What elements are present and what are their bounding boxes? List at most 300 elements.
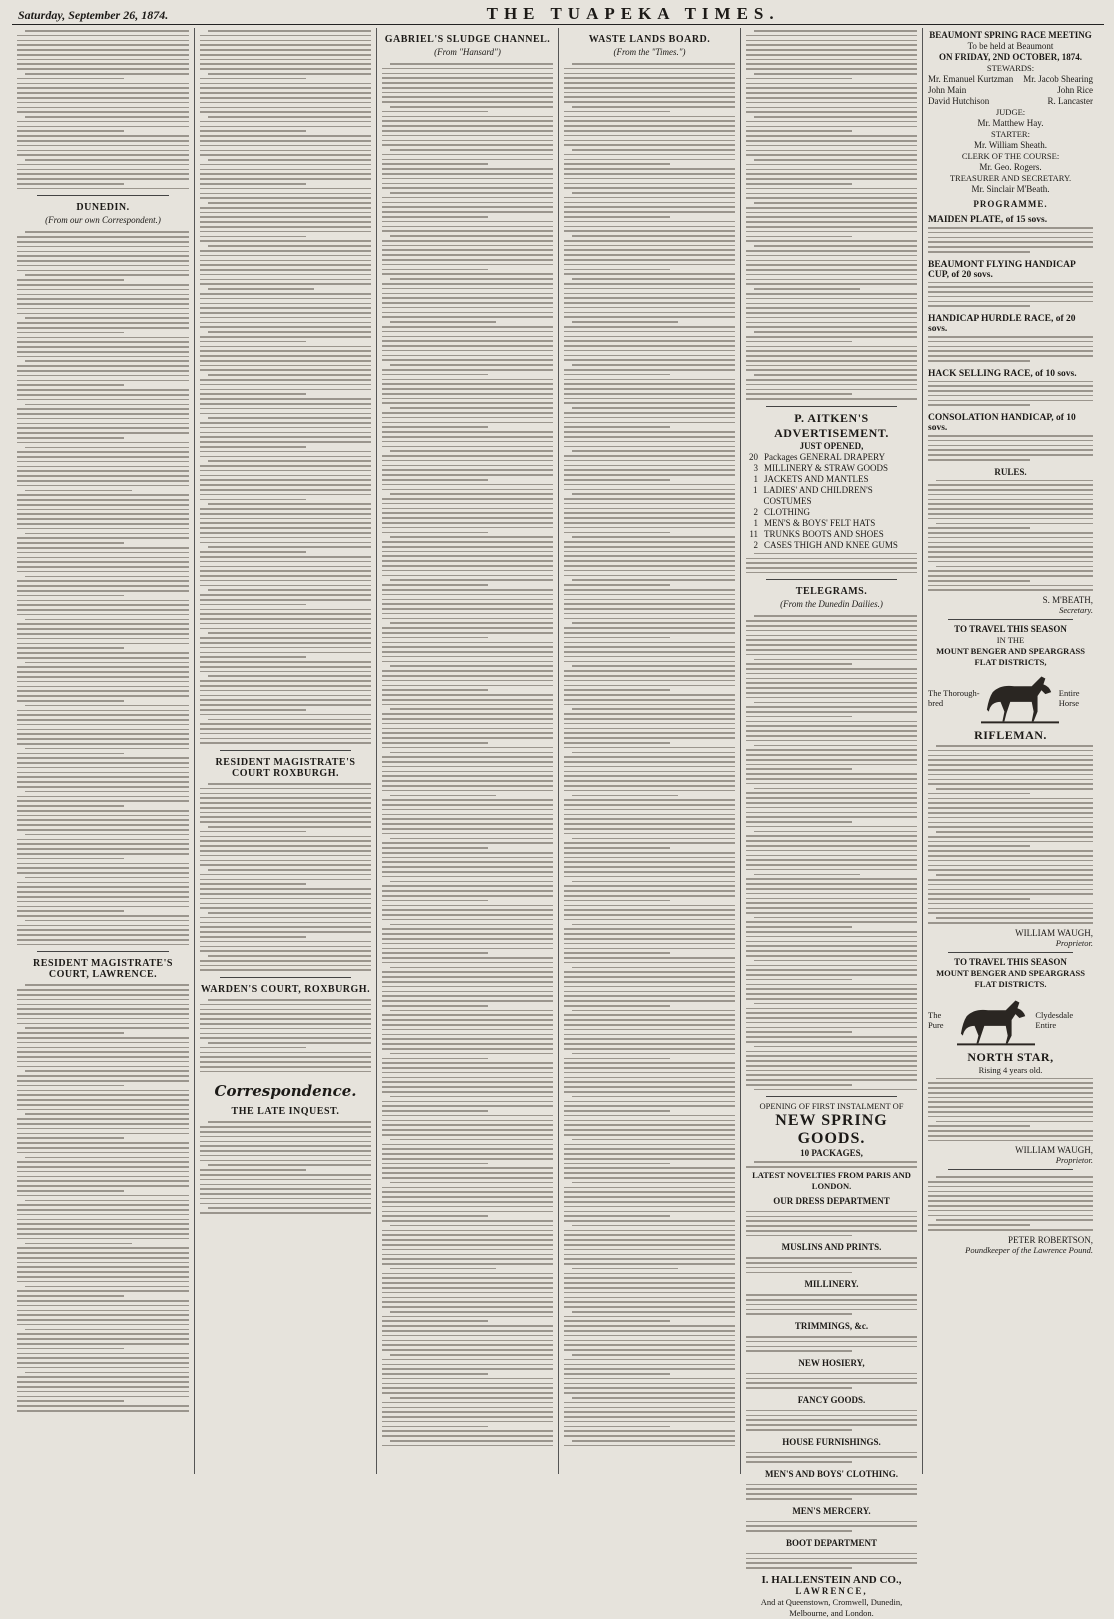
text-line — [746, 706, 917, 708]
text-line — [17, 135, 189, 137]
text-line — [746, 1230, 917, 1232]
text-line — [928, 1135, 1093, 1137]
text-line — [382, 154, 553, 156]
text-line — [17, 571, 189, 573]
text-line — [564, 173, 735, 175]
text-line — [200, 59, 371, 61]
text-line — [564, 1301, 735, 1303]
text-line — [382, 905, 553, 907]
text-line — [564, 1024, 735, 1026]
rmc-lawrence-heading: RESIDENT MAGISTRATE'S COURT, LAWRENCE. — [33, 958, 173, 981]
text-line — [17, 509, 189, 511]
text-line — [17, 40, 189, 42]
just-opened: JUST OPENED, — [799, 440, 864, 451]
text-line — [746, 692, 917, 694]
text-line — [25, 877, 189, 879]
text-line — [564, 307, 735, 309]
text-line — [200, 441, 371, 443]
ten-packages: 10 PACKAGES, — [800, 1148, 863, 1159]
text-line — [564, 1340, 735, 1342]
text-line — [746, 678, 917, 680]
text-line — [564, 555, 735, 557]
text-line — [564, 1201, 735, 1203]
text-line — [17, 853, 189, 855]
text-block — [200, 997, 371, 1074]
text-line — [746, 682, 917, 684]
text-line — [17, 757, 189, 759]
masthead-date: Saturday, September 26, 1874. — [18, 8, 169, 22]
text-line — [564, 1105, 735, 1107]
text-line — [200, 1023, 371, 1025]
text-line — [200, 236, 306, 238]
text-line — [746, 322, 917, 324]
text-line — [564, 928, 735, 930]
text-line — [382, 646, 553, 648]
text-line — [564, 661, 735, 663]
text-line — [382, 101, 553, 103]
text-line — [208, 202, 371, 204]
text-line — [746, 835, 917, 837]
text-line — [746, 145, 917, 147]
treasurer-label: TREASURER AND SECRETARY. — [949, 173, 1072, 183]
text-block — [928, 743, 1093, 926]
text-line — [17, 188, 189, 190]
package-label: MEN'S & BOYS' FELT HATS — [764, 517, 876, 528]
ad-section-heading: MILLINERY. — [804, 1279, 859, 1290]
text-line — [928, 291, 1093, 293]
text-line — [200, 637, 371, 639]
text-line — [382, 293, 553, 295]
text-line — [564, 847, 670, 849]
text-line — [746, 740, 917, 742]
inquest-heading: THE LATE INQUEST. — [231, 1106, 340, 1118]
text-line — [17, 1037, 189, 1039]
text-line — [928, 802, 1093, 804]
text-line — [200, 326, 371, 328]
text-line — [572, 708, 735, 710]
text-line — [382, 211, 553, 213]
text-block — [746, 1159, 917, 1169]
text-line — [382, 465, 553, 467]
text-line — [382, 455, 553, 457]
text-line — [382, 627, 553, 629]
text-line — [746, 840, 917, 842]
text-line — [25, 1027, 189, 1029]
text-line — [564, 584, 670, 586]
text-line — [200, 63, 371, 65]
divider — [220, 977, 351, 978]
text-line — [928, 841, 1093, 843]
text-line — [746, 562, 917, 564]
text-line — [564, 1081, 735, 1083]
text-line — [382, 168, 553, 170]
text-line — [564, 140, 735, 142]
text-line — [200, 609, 371, 611]
ad-section-heading: MEN'S AND BOYS' CLOTHING. — [764, 1468, 899, 1479]
text-line — [17, 724, 189, 726]
text-line — [382, 704, 553, 706]
text-line — [200, 1150, 371, 1152]
text-line — [746, 883, 917, 885]
text-line — [390, 149, 553, 151]
text-line — [200, 107, 371, 109]
package-item — [746, 463, 917, 474]
text-line — [382, 120, 553, 122]
text-line — [17, 690, 189, 692]
text-line — [754, 553, 917, 555]
text-line — [382, 484, 553, 486]
text-line — [17, 494, 189, 496]
text-line — [382, 336, 553, 338]
text-line — [746, 859, 917, 861]
text-line — [382, 1263, 553, 1265]
text-line — [746, 955, 917, 957]
text-line — [208, 675, 371, 677]
text-line — [572, 1268, 678, 1270]
text-line — [390, 708, 553, 710]
text-line — [200, 1033, 371, 1035]
correspondence-heading: Correspondence. — [214, 1082, 357, 1101]
text-line — [746, 855, 917, 857]
text-line — [200, 78, 306, 80]
text-line — [200, 479, 371, 481]
text-line — [564, 1129, 735, 1131]
owner-2-name: WILLIAM WAUGH, — [1015, 1145, 1093, 1156]
text-block — [17, 28, 189, 191]
text-line — [928, 1210, 1093, 1212]
text-line — [564, 976, 735, 978]
text-block — [928, 1076, 1093, 1144]
text-line — [208, 245, 371, 247]
text-line — [564, 417, 735, 419]
text-line — [746, 764, 917, 766]
text-line — [382, 694, 553, 696]
text-line — [746, 1299, 917, 1301]
text-line — [382, 326, 553, 328]
text-line — [754, 831, 917, 833]
text-line — [746, 1036, 917, 1038]
text-line — [564, 680, 735, 682]
secretary-role: Secretary. — [1059, 605, 1093, 616]
text-line — [564, 1416, 735, 1418]
text-line — [572, 278, 735, 280]
text-line — [382, 1153, 553, 1155]
text-line — [928, 1125, 1030, 1127]
package-count: 1 — [753, 517, 758, 528]
text-line — [382, 202, 553, 204]
text-line — [746, 984, 917, 986]
text-line — [382, 828, 553, 830]
text-line — [200, 92, 371, 94]
text-line — [564, 1239, 735, 1241]
text-line — [564, 1349, 735, 1351]
text-line — [382, 651, 553, 653]
text-line — [928, 755, 1093, 757]
text-line — [382, 1187, 553, 1189]
text-line — [746, 336, 917, 338]
text-line — [200, 298, 371, 300]
text-line — [17, 49, 189, 51]
text-line — [928, 783, 1093, 785]
text-line — [746, 945, 917, 947]
text-line — [746, 1309, 917, 1311]
text-line — [200, 936, 306, 938]
text-line — [564, 1072, 735, 1074]
text-line — [382, 991, 553, 993]
text-line — [200, 652, 371, 654]
text-line — [746, 1382, 917, 1384]
ad-section-heading: NEW HOSIERY, — [798, 1357, 865, 1368]
text-line — [17, 1075, 189, 1077]
text-line — [564, 336, 735, 338]
text-line — [564, 1378, 735, 1380]
text-line — [564, 245, 735, 247]
text-line — [208, 546, 371, 548]
text-line — [746, 639, 917, 641]
text-line — [928, 454, 1093, 456]
text-line — [200, 926, 371, 928]
text-line — [200, 87, 371, 89]
text-line — [382, 895, 553, 897]
text-line — [17, 994, 189, 996]
text-line — [564, 670, 735, 672]
text-line — [17, 341, 189, 343]
package-count: 2 — [753, 539, 758, 550]
text-line — [17, 815, 189, 817]
text-line — [746, 68, 917, 70]
text-line — [928, 532, 1093, 534]
text-line — [17, 59, 189, 61]
text-line — [928, 1111, 1093, 1113]
race-list — [928, 215, 1093, 463]
text-line — [382, 1091, 553, 1093]
text-line — [208, 1164, 371, 1166]
masthead — [12, 4, 1104, 25]
text-line — [17, 313, 189, 315]
text-line — [17, 657, 189, 659]
text-line — [564, 87, 735, 89]
text-line — [746, 558, 917, 560]
text-line — [746, 283, 917, 285]
text-line — [564, 603, 735, 605]
text-line — [564, 135, 735, 137]
text-line — [17, 1008, 189, 1010]
text-line — [746, 730, 917, 732]
text-line — [25, 791, 189, 793]
column-5 — [740, 28, 922, 1618]
text-line — [390, 1440, 553, 1442]
text-line — [746, 1257, 917, 1259]
text-line — [200, 864, 371, 866]
text-line — [564, 737, 735, 739]
text-line — [17, 1295, 124, 1297]
text-line — [746, 1262, 917, 1264]
treasurer-name: Mr. Sinclair M'Beath. — [971, 184, 1050, 194]
text-block — [200, 1119, 371, 1215]
text-line — [382, 302, 553, 304]
package-item — [746, 485, 917, 507]
text-line — [200, 604, 306, 606]
text-line — [382, 1034, 553, 1036]
text-line — [746, 821, 852, 823]
text-line — [200, 346, 371, 348]
text-line — [746, 878, 917, 880]
text-line — [746, 1341, 917, 1343]
text-line — [382, 77, 553, 79]
text-line — [382, 1105, 553, 1107]
text-line — [382, 422, 553, 424]
text-line — [382, 761, 553, 763]
text-line — [936, 523, 1093, 525]
text-line — [928, 807, 1093, 809]
text-line — [382, 1129, 553, 1131]
text-line — [200, 965, 371, 967]
text-line — [17, 126, 189, 128]
text-line — [746, 255, 917, 257]
text-line — [746, 754, 917, 756]
text-line — [200, 709, 306, 711]
text-line — [200, 733, 371, 735]
text-line — [200, 561, 371, 563]
text-line — [390, 192, 553, 194]
text-line — [928, 286, 1093, 288]
text-line — [382, 259, 553, 261]
text-line — [17, 145, 189, 147]
text-block — [746, 1519, 917, 1534]
text-line — [564, 1387, 735, 1389]
text-line — [564, 293, 735, 295]
text-line — [17, 623, 189, 625]
text-line — [208, 503, 371, 505]
text-line — [564, 914, 735, 916]
text-line — [382, 1067, 553, 1069]
text-line — [17, 772, 189, 774]
text-line — [564, 809, 735, 811]
text-line — [746, 135, 917, 137]
text-line — [382, 1201, 553, 1203]
text-line — [382, 900, 488, 902]
text-line — [17, 332, 124, 334]
text-line — [382, 340, 553, 342]
text-line — [17, 614, 189, 616]
text-line — [564, 206, 735, 208]
text-line — [572, 1440, 735, 1442]
text-line — [17, 681, 189, 683]
text-line — [746, 154, 917, 156]
text-line — [382, 1062, 553, 1064]
text-line — [17, 666, 189, 668]
text-line — [746, 78, 852, 80]
package-count: 20 — [749, 451, 758, 462]
text-line — [928, 1195, 1093, 1197]
text-line — [382, 594, 553, 596]
text-line — [936, 1121, 1093, 1123]
text-line — [382, 379, 553, 381]
text-line — [17, 652, 189, 654]
text-line — [564, 995, 735, 997]
text-line — [200, 551, 306, 553]
text-block — [746, 28, 917, 402]
text-line — [200, 1126, 371, 1128]
text-line — [17, 356, 189, 358]
text-line — [17, 308, 189, 310]
horse-1-name: RIFLEMAN. — [974, 728, 1047, 743]
text-line — [382, 728, 553, 730]
text-line — [200, 714, 371, 716]
text-line — [25, 576, 189, 578]
text-line — [17, 999, 189, 1001]
text-line — [746, 673, 917, 675]
text-line — [382, 1077, 553, 1079]
ad-section-heading: MUSLINS AND PRINTS. — [781, 1242, 882, 1253]
text-line — [17, 456, 189, 458]
text-line — [382, 1421, 553, 1423]
text-line — [382, 1349, 553, 1351]
text-line — [382, 374, 488, 376]
text-line — [564, 828, 735, 830]
text-line — [564, 905, 735, 907]
text-line — [200, 874, 371, 876]
text-line — [572, 924, 735, 926]
text-line — [928, 542, 1093, 544]
text-line — [564, 1220, 735, 1222]
text-line — [208, 1121, 371, 1123]
text-line — [17, 643, 189, 645]
text-line — [390, 1096, 553, 1098]
text-line — [572, 1397, 735, 1399]
text-line — [200, 432, 371, 434]
text-line — [746, 1051, 917, 1053]
text-line — [200, 728, 371, 730]
text-line — [382, 469, 553, 471]
text-line — [382, 742, 488, 744]
text-line — [564, 163, 670, 165]
text-line — [25, 533, 189, 535]
text-line — [564, 675, 735, 677]
text-line — [200, 1203, 371, 1205]
text-line — [564, 852, 735, 854]
text-line — [746, 130, 852, 132]
text-line — [564, 1067, 735, 1069]
text-line — [564, 1263, 735, 1265]
text-block — [928, 379, 1093, 409]
text-line — [200, 197, 371, 199]
text-line — [17, 557, 189, 559]
text-block — [17, 982, 189, 1413]
text-line — [572, 536, 735, 538]
text-line — [17, 499, 189, 501]
clerk-label: CLERK OF THE COURSE: — [961, 151, 1060, 161]
text-line — [928, 503, 1093, 505]
text-line — [17, 695, 189, 697]
text-line — [936, 1176, 1093, 1178]
text-line — [928, 1140, 1093, 1142]
text-line — [564, 73, 735, 75]
text-line — [928, 884, 1093, 886]
text-line — [746, 355, 917, 357]
text-line — [572, 579, 735, 581]
text-line — [382, 73, 553, 75]
text-line — [17, 929, 189, 931]
text-line — [17, 1348, 124, 1350]
text-line — [382, 632, 553, 634]
text-line — [564, 312, 735, 314]
text-line — [382, 919, 553, 921]
text-line — [564, 938, 735, 940]
text-line — [200, 1131, 371, 1133]
text-line — [382, 1373, 488, 1375]
text-line — [17, 246, 189, 248]
